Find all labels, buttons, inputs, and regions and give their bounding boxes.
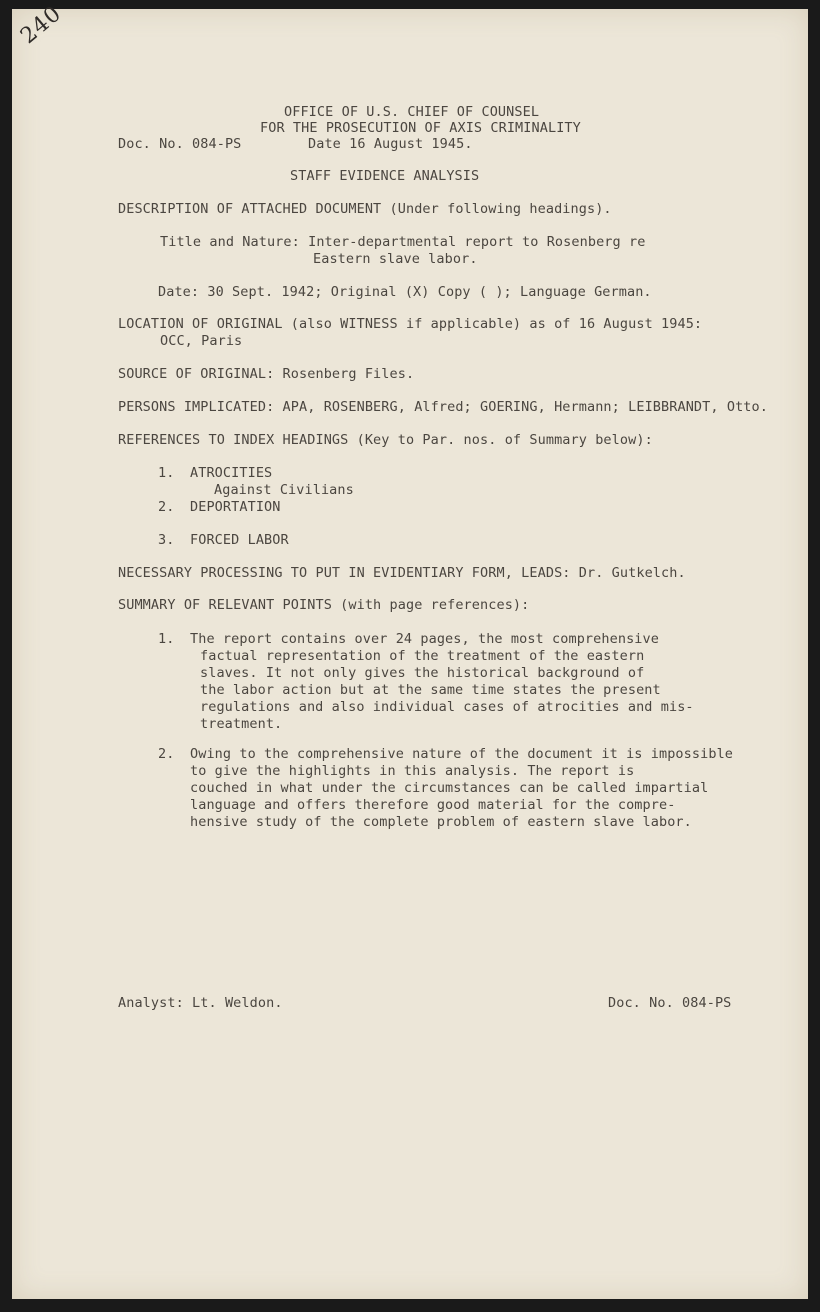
footer-analyst: Analyst: Lt. Weldon.: [118, 995, 283, 1011]
index-item-number: 1.: [158, 465, 175, 481]
footer-doc-number: Doc. No. 084-PS: [608, 995, 732, 1011]
summary-line: regulations and also individual cases of atrocities and mis-: [200, 699, 694, 715]
persons-implicated: PERSONS IMPLICATED: APA, ROSENBERG, Alfred; GOERING, Hermann; LEIBBRANDT, Otto.: [118, 399, 768, 415]
header-prosecution-line: FOR THE PROSECUTION OF AXIS CRIMINALITY: [260, 120, 581, 136]
index-item-number: 3.: [158, 532, 175, 548]
source-of-original: SOURCE OF ORIGINAL: Rosenberg Files.: [118, 366, 415, 382]
location-line-2: OCC, Paris: [160, 333, 243, 349]
header-doc-number: Doc. No. 084-PS: [118, 136, 242, 152]
index-item-text: ATROCITIES: [190, 465, 273, 481]
title-nature-line-1: Title and Nature: Inter-departmental report to Rosenberg re: [160, 234, 646, 250]
references-heading: REFERENCES TO INDEX HEADINGS (Key to Par. nos. of Summary below):: [118, 432, 653, 448]
document-title: STAFF EVIDENCE ANALYSIS: [290, 168, 480, 184]
summary-line: factual representation of the treatment of the eastern: [200, 648, 645, 664]
description-heading: DESCRIPTION OF ATTACHED DOCUMENT (Under following headings).: [118, 201, 612, 217]
summary-line: couched in what under the circumstances can be called impartial: [190, 780, 709, 796]
summary-line: Owing to the comprehensive nature of the document it is impossible: [190, 746, 734, 762]
summary-item-number: 2.: [158, 746, 175, 762]
summary-line: language and offers therefore good material for the compre-: [190, 797, 676, 813]
title-nature-line-2: Eastern slave labor.: [313, 251, 478, 267]
header-date: Date 16 August 1945.: [308, 136, 473, 152]
necessary-processing: NECESSARY PROCESSING TO PUT IN EVIDENTIARY FORM, LEADS: Dr. Gutkelch.: [118, 565, 686, 581]
header-office-line: OFFICE OF U.S. CHIEF OF COUNSEL: [284, 104, 540, 120]
index-item-number: 2.: [158, 499, 175, 515]
summary-item-number: 1.: [158, 631, 175, 647]
summary-line: the labor action but at the same time states the present: [200, 682, 661, 698]
summary-line: slaves. It not only gives the historical background of: [200, 665, 645, 681]
index-item-text: FORCED LABOR: [190, 532, 289, 548]
summary-line: treatment.: [200, 716, 283, 732]
index-item-text: DEPORTATION: [190, 499, 281, 515]
summary-line: to give the highlights in this analysis. The report is: [190, 763, 635, 779]
index-item-subtext: Against Civilians: [214, 482, 354, 498]
summary-line: hensive study of the complete problem of eastern slave labor.: [190, 814, 692, 830]
summary-line: The report contains over 24 pages, the most comprehensive: [190, 631, 659, 647]
date-original-language: Date: 30 Sept. 1942; Original (X) Copy ( ); Language German.: [158, 284, 652, 300]
handwritten-page-number: 240: [16, 1, 67, 50]
summary-heading: SUMMARY OF RELEVANT POINTS (with page references):: [118, 597, 530, 613]
location-line-1: LOCATION OF ORIGINAL (also WITNESS if applicable) as of 16 August 1945:: [118, 316, 703, 332]
